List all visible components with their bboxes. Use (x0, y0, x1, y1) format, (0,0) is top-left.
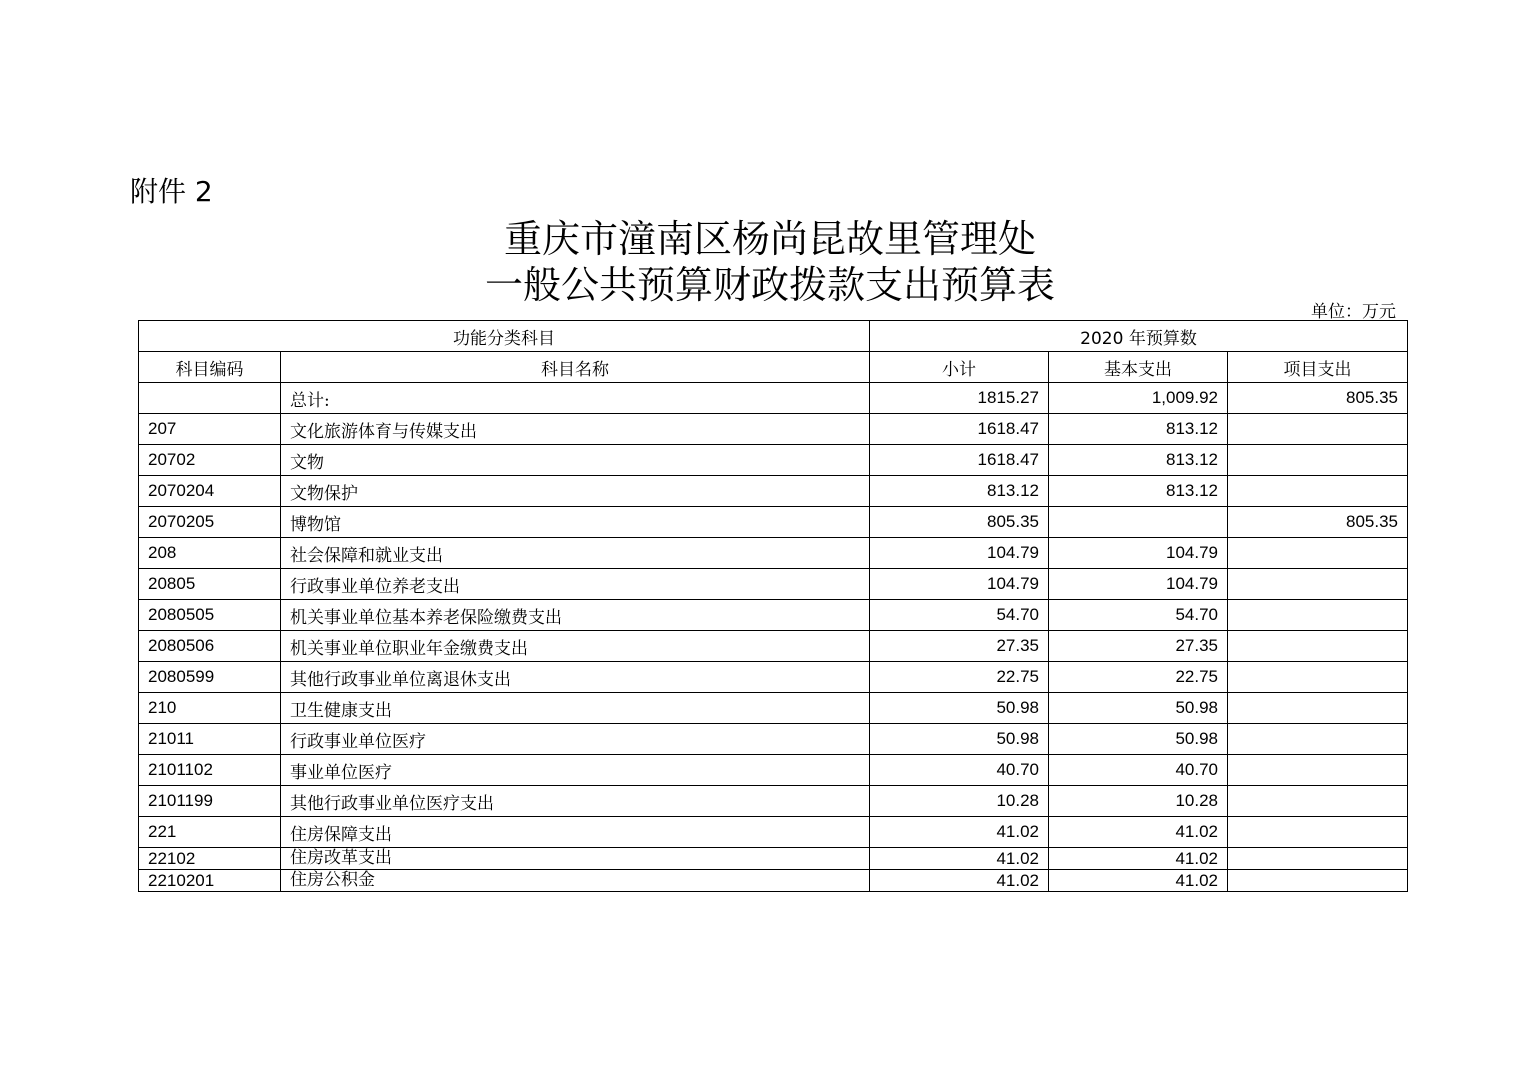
cell-name: 住房公积金 (281, 870, 870, 892)
cell-name: 机关事业单位职业年金缴费支出 (281, 631, 870, 662)
cell-subtotal: 1618.47 (870, 414, 1049, 445)
cell-basic: 50.98 (1049, 693, 1228, 724)
cell-project: 805.35 (1228, 383, 1408, 414)
column-header-project: 项目支出 (1228, 352, 1408, 383)
cell-code: 207 (139, 414, 281, 445)
column-header-subtotal: 小计 (870, 352, 1049, 383)
cell-basic: 813.12 (1049, 445, 1228, 476)
table-row (139, 600, 1408, 631)
cell-basic: 54.70 (1049, 600, 1228, 631)
cell-subtotal: 10.28 (870, 786, 1049, 817)
column-header-basic: 基本支出 (1049, 352, 1228, 383)
cell-name: 住房改革支出 (281, 848, 870, 870)
cell-project (1228, 755, 1408, 786)
cell-basic: 41.02 (1049, 817, 1228, 848)
cell-code: 21011 (139, 724, 281, 755)
cell-name: 其他行政事业单位医疗支出 (281, 786, 870, 817)
cell-name: 行政事业单位医疗 (281, 724, 870, 755)
cell-subtotal: 104.79 (870, 538, 1049, 569)
table-row (139, 538, 1408, 569)
cell-name: 事业单位医疗 (281, 755, 870, 786)
cell-name: 机关事业单位基本养老保险缴费支出 (281, 600, 870, 631)
cell-project (1228, 631, 1408, 662)
cell-basic: 27.35 (1049, 631, 1228, 662)
cell-name: 总计: (281, 383, 870, 414)
cell-subtotal: 1618.47 (870, 445, 1049, 476)
cell-code: 2210201 (139, 870, 281, 892)
cell-name: 文物 (281, 445, 870, 476)
table-row (139, 848, 1408, 870)
cell-subtotal: 27.35 (870, 631, 1049, 662)
cell-name: 行政事业单位养老支出 (281, 569, 870, 600)
cell-project (1228, 786, 1408, 817)
cell-subtotal: 50.98 (870, 724, 1049, 755)
cell-code: 2070204 (139, 476, 281, 507)
cell-code: 2070205 (139, 507, 281, 538)
cell-code: 221 (139, 817, 281, 848)
table-row (139, 631, 1408, 662)
table-row (139, 507, 1408, 538)
column-header-row (139, 352, 1408, 383)
cell-name: 卫生健康支出 (281, 693, 870, 724)
cell-subtotal: 50.98 (870, 693, 1049, 724)
cell-subtotal: 104.79 (870, 569, 1049, 600)
attachment-label: 附件 2 (130, 175, 213, 208)
cell-project (1228, 538, 1408, 569)
table-row (139, 569, 1408, 600)
table-row (139, 817, 1408, 848)
table-row (139, 414, 1408, 445)
cell-project (1228, 662, 1408, 693)
function-category-header: 功能分类科目 (139, 321, 870, 352)
cell-basic: 41.02 (1049, 870, 1228, 892)
cell-project (1228, 848, 1408, 870)
table-row (139, 383, 1408, 414)
column-header-name: 科目名称 (281, 352, 870, 383)
table-row (139, 662, 1408, 693)
table-row (139, 755, 1408, 786)
group-header-row (139, 321, 1408, 352)
cell-project (1228, 724, 1408, 755)
cell-subtotal: 805.35 (870, 507, 1049, 538)
unit-label: 单位：万元 (1311, 302, 1396, 322)
cell-code: 2101199 (139, 786, 281, 817)
cell-basic: 50.98 (1049, 724, 1228, 755)
column-header-code: 科目编码 (139, 352, 281, 383)
page-title-line1: 重庆市潼南区杨尚昆故里管理处 (503, 217, 1036, 261)
cell-subtotal: 41.02 (870, 848, 1049, 870)
cell-code: 20805 (139, 569, 281, 600)
cell-subtotal: 40.70 (870, 755, 1049, 786)
table-row (139, 445, 1408, 476)
table-row (139, 476, 1408, 507)
cell-project (1228, 817, 1408, 848)
cell-basic: 1,009.92 (1049, 383, 1228, 414)
budget-year-header: 2020 年预算数 (870, 321, 1408, 352)
cell-name: 社会保障和就业支出 (281, 538, 870, 569)
cell-code: 2080506 (139, 631, 281, 662)
page-title-line2: 一般公共预算财政拨款支出预算表 (484, 263, 1055, 307)
cell-project (1228, 693, 1408, 724)
cell-subtotal: 54.70 (870, 600, 1049, 631)
cell-project (1228, 870, 1408, 892)
cell-name: 文物保护 (281, 476, 870, 507)
cell-basic: 104.79 (1049, 569, 1228, 600)
cell-code: 20702 (139, 445, 281, 476)
cell-basic (1049, 507, 1228, 538)
cell-name: 其他行政事业单位离退休支出 (281, 662, 870, 693)
table-body (139, 383, 1408, 892)
cell-subtotal: 813.12 (870, 476, 1049, 507)
cell-subtotal: 22.75 (870, 662, 1049, 693)
cell-basic: 41.02 (1049, 848, 1228, 870)
cell-subtotal: 1815.27 (870, 383, 1049, 414)
cell-name: 住房保障支出 (281, 817, 870, 848)
cell-code: 2101102 (139, 755, 281, 786)
table-row (139, 786, 1408, 817)
cell-project (1228, 445, 1408, 476)
cell-code: 2080599 (139, 662, 281, 693)
cell-project (1228, 569, 1408, 600)
cell-project (1228, 414, 1408, 445)
budget-table (138, 320, 1408, 892)
table-row (139, 870, 1408, 892)
cell-project: 805.35 (1228, 507, 1408, 538)
cell-subtotal: 41.02 (870, 817, 1049, 848)
cell-code: 210 (139, 693, 281, 724)
cell-basic: 22.75 (1049, 662, 1228, 693)
table-row (139, 724, 1408, 755)
cell-subtotal: 41.02 (870, 870, 1049, 892)
cell-code: 22102 (139, 848, 281, 870)
cell-basic: 813.12 (1049, 476, 1228, 507)
cell-name: 博物馆 (281, 507, 870, 538)
cell-basic: 40.70 (1049, 755, 1228, 786)
table-row (139, 693, 1408, 724)
cell-project (1228, 600, 1408, 631)
cell-code (139, 383, 281, 414)
cell-basic: 813.12 (1049, 414, 1228, 445)
cell-basic: 104.79 (1049, 538, 1228, 569)
cell-basic: 10.28 (1049, 786, 1228, 817)
cell-code: 208 (139, 538, 281, 569)
cell-project (1228, 476, 1408, 507)
cell-name: 文化旅游体育与传媒支出 (281, 414, 870, 445)
cell-code: 2080505 (139, 600, 281, 631)
